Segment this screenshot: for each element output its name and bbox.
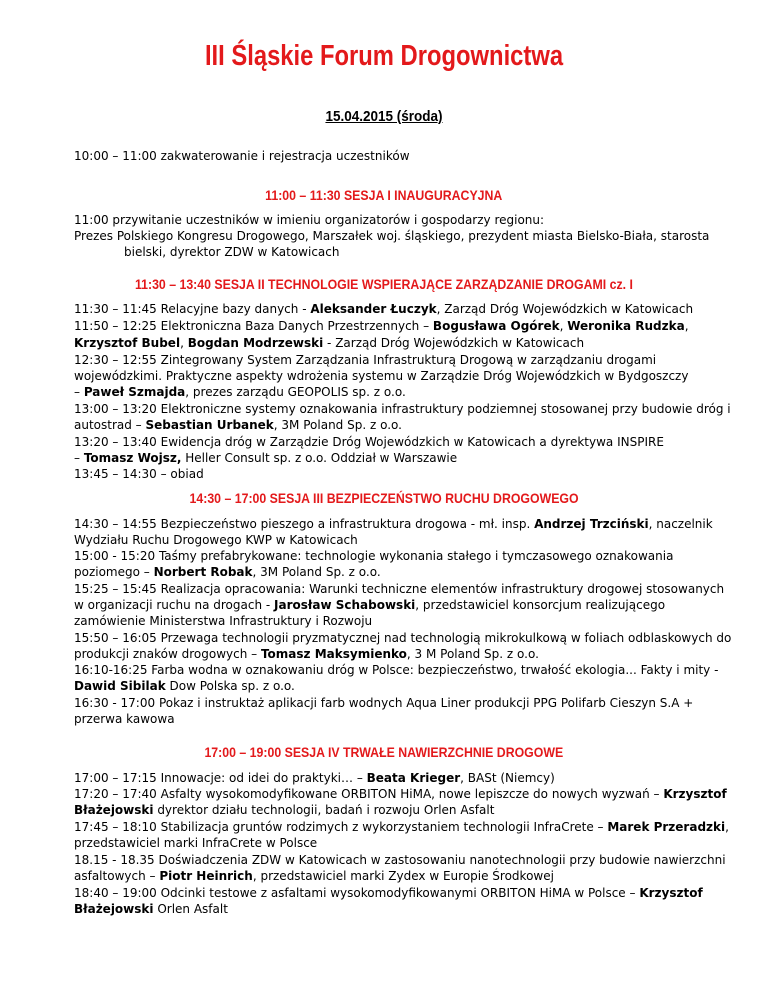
session-heading-text: 14:30 – 17:00 SESJA III BEZPIECZEŃSTWO RUCHU DROGOWEGO	[189, 490, 579, 506]
agenda-text: 15:00 - 15:20 Taśmy prefabrykowane: technologie wykonania stałego i tymczasowego oznakowania	[74, 549, 674, 563]
agenda-text: , 3 M Poland Sp. z o.o.	[406, 647, 539, 661]
agenda-line	[74, 466, 714, 482]
agenda-text: ,	[559, 319, 568, 333]
agenda-text: ,	[684, 319, 689, 333]
agenda-text: 13:20 – 13:40 Ewidencja dróg w Zarządzie Dróg Wojewódzkich w Katowicach a dyrektywa INSPIRE	[74, 435, 664, 449]
agenda-text: bielski, dyrektor ZDW w Katowicach	[124, 245, 340, 259]
speaker-name: Krzysztof Bubel	[74, 336, 181, 350]
agenda-text: 18:40 – 19:00 Odcinki testowe z asfaltami wysokomodyfikowanymi ORBITON HiMA w Polsce –	[74, 886, 640, 900]
agenda-text: poziomego –	[74, 565, 154, 579]
agenda-line	[74, 613, 714, 629]
agenda-line	[74, 678, 714, 694]
agenda-text: , przedstawiciel marki Zydex w Europie Środkowej	[252, 869, 554, 883]
agenda-text: autostrad –	[74, 418, 146, 432]
speaker-name: Bogdan Modrzewski	[187, 336, 324, 350]
speaker-name: Krzysztof	[639, 886, 703, 900]
agenda-text: przedstawiciel marki InfraCrete w Polsce	[74, 836, 318, 850]
agenda-text: 16:10-16:25 Farba wodna w oznakowaniu dróg w Polsce: bezpieczeństwo, trwałość ekologia... Fakty i mity -	[74, 663, 719, 677]
speaker-name: Sebastian Urbanek	[145, 418, 274, 432]
agenda-line	[74, 819, 729, 835]
agenda-line	[74, 368, 714, 384]
speaker-name: Beata Krieger	[366, 771, 461, 785]
agenda-line	[74, 770, 714, 786]
intro-line: 10:00 – 11:00 zakwaterowanie i rejestracja uczestników	[74, 149, 410, 163]
agenda-text: produkcji znaków drogowych –	[74, 647, 261, 661]
agenda-line	[74, 548, 714, 564]
agenda-text: , 3M Poland Sp. z o.o.	[273, 418, 402, 432]
speaker-name: Bogusława Ogórek	[432, 319, 560, 333]
speaker-name: Błażejowski	[74, 902, 154, 916]
agenda-text: 17:20 – 17:40 Asfalty wysokomodyfikowane ORBITON HiMA, nowe lepiszcze do nowych wyzwań –	[74, 787, 664, 801]
session-heading	[0, 276, 768, 292]
agenda-text: Orlen Asfalt	[153, 902, 228, 916]
agenda-text: , 3M Poland Sp. z o.o.	[252, 565, 381, 579]
agenda-line	[74, 434, 714, 450]
event-date: 15.04.2015 (środa)	[325, 108, 443, 125]
agenda-line	[74, 597, 714, 613]
agenda-text: 15:50 – 16:05 Przewaga technologii pryzmatycznej nad technologią mikrokulkową w foliach odblaskowych do	[74, 631, 732, 645]
agenda-text: 17:00 – 17:15 Innowacje: od idei do praktyki… –	[74, 771, 367, 785]
agenda-text: w organizacji ruchu na drogach -	[74, 598, 275, 612]
speaker-name: Krzysztof	[663, 787, 727, 801]
agenda-line	[74, 212, 714, 228]
agenda-line	[124, 244, 764, 260]
agenda-line	[74, 401, 731, 417]
agenda-line	[74, 352, 714, 368]
agenda-line	[74, 662, 719, 678]
agenda-text: 13:00 – 13:20 Elektroniczne systemy oznakowania infrastruktury podziemnej stosowanej przy budowie dróg i	[74, 402, 731, 416]
agenda-line	[74, 581, 725, 597]
agenda-text: asfaltowych –	[74, 869, 160, 883]
session-heading-text: 17:00 – 19:00 SESJA IV TRWAŁE NAWIERZCHNIE DROGOWE	[204, 744, 564, 760]
agenda-text: 11:50 – 12:25 Elektroniczna Baza Danych Przestrzennych –	[74, 319, 433, 333]
agenda-line	[74, 516, 714, 532]
agenda-text: ,	[725, 820, 729, 834]
agenda-text: 12:30 – 12:55 Zintegrowany System Zarządzania Infrastrukturą Drogową w zarządzaniu drogami	[74, 353, 657, 367]
agenda-text: , BASt (Niemcy)	[460, 771, 555, 785]
speaker-name: Tomasz Wojsz,	[83, 451, 182, 465]
agenda-text: , naczelnik	[648, 517, 713, 531]
agenda-text: 16:30 - 17:00 Pokaz i instruktaż aplikacji farb wodnych Aqua Liner produkcji PPG Polifarb Cieszyn S.A +	[74, 696, 694, 710]
agenda-text: Prezes Polskiego Kongresu Drogowego, Marszałek woj. śląskiego, prezydent miasta Bielsko-Biała, starosta	[74, 229, 710, 243]
agenda-text: , przedstawiciel konsorcjum realizującego	[415, 598, 666, 612]
agenda-line	[74, 711, 714, 727]
speaker-name: Dawid Sibilak	[74, 679, 166, 693]
agenda-line	[74, 532, 714, 548]
agenda-text: 17:45 – 18:10 Stabilizacja gruntów rodzimych z wykorzystaniem technologii InfraCrete –	[74, 820, 608, 834]
agenda-text: ,	[180, 336, 188, 350]
agenda-text: 15:25 – 15:45 Realizacja opracowania: Warunki techniczne elementów infrastruktury drogowej stosowanych	[74, 582, 725, 596]
agenda-line	[74, 868, 714, 884]
document-title: III Śląskie Forum Drogownictwa	[204, 40, 564, 72]
speaker-name: Błażejowski	[74, 803, 154, 817]
agenda-text: 14:30 – 14:55 Bezpieczeństwo pieszego a infrastruktura drogowa - mł. insp.	[74, 517, 535, 531]
agenda-line	[74, 450, 714, 466]
speaker-name: Norbert Robak	[153, 565, 253, 579]
agenda-line	[74, 695, 714, 711]
agenda-line	[74, 852, 726, 868]
agenda-line	[74, 228, 714, 244]
agenda-line	[74, 901, 714, 917]
agenda-line	[74, 564, 714, 580]
agenda-text: , prezes zarządu GEOPOLIS sp. z o.o.	[185, 385, 406, 399]
agenda-text: - Zarząd Dróg Wojewódzkich w Katowicach	[323, 336, 585, 350]
agenda-line	[74, 786, 727, 802]
agenda-text: 13:45 – 14:30 – obiad	[74, 467, 204, 481]
session-heading	[0, 744, 768, 760]
agenda-text: zamówienie Ministerstwa Infrastruktury i Rozwoju	[74, 614, 373, 628]
agenda-text: –	[74, 451, 84, 465]
agenda-text: Heller Consult sp. z o.o. Oddział w Warszawie	[181, 451, 458, 465]
agenda-line	[74, 384, 714, 400]
agenda-text: 18.15 - 18.35 Doświadczenia ZDW w Katowicach w zastosowaniu nanotechnologii przy budowie nawierzchni	[74, 853, 726, 867]
session-heading-text: 11:00 – 11:30 SESJA I INAUGURACYJNA	[265, 187, 503, 203]
speaker-name: Jarosław Schabowski	[274, 598, 416, 612]
speaker-name: Andrzej Trzciński	[534, 517, 649, 531]
agenda-text: wojewódzkimi. Praktyczne aspekty wdrożenia systemu w Zarządzie Dróg Wojewódzkich w Bydgoszczy	[74, 369, 689, 383]
agenda-line	[74, 835, 714, 851]
session-heading-text: 11:30 – 13:40 SESJA II TECHNOLOGIE WSPIERAJĄCE ZARZĄDZANIE DROGAMI cz. I	[135, 276, 633, 292]
agenda-line	[74, 301, 714, 317]
session-heading	[0, 490, 768, 506]
session-heading	[0, 187, 768, 203]
agenda-text: 11:30 – 11:45 Relacyjne bazy danych -	[74, 302, 311, 316]
speaker-name: Aleksander Łuczyk	[310, 302, 437, 316]
speaker-name: Paweł Szmajda	[83, 385, 186, 399]
speaker-name: Tomasz Maksymienko	[260, 647, 407, 661]
speaker-name: Marek Przeradzki	[607, 820, 726, 834]
agenda-line	[74, 417, 714, 433]
speaker-name: Weronika Rudzka	[567, 319, 685, 333]
agenda-line	[74, 802, 714, 818]
agenda-line	[74, 318, 714, 334]
agenda-line	[74, 335, 714, 351]
agenda-line	[74, 630, 732, 646]
agenda-line	[74, 646, 714, 662]
agenda-text: –	[74, 385, 84, 399]
agenda-text: dyrektor działu technologii, badań i rozwoju Orlen Asfalt	[153, 803, 495, 817]
agenda-text: , Zarząd Dróg Wojewódzkich w Katowicach	[436, 302, 694, 316]
agenda-line	[74, 885, 714, 901]
agenda-text: Wydziału Ruchu Drogowego KWP w Katowicach	[74, 533, 358, 547]
agenda-text: przerwa kawowa	[74, 712, 175, 726]
speaker-name: Piotr Heinrich	[159, 869, 253, 883]
agenda-text: 11:00 przywitanie uczestników w imieniu organizatorów i gospodarzy regionu:	[74, 213, 545, 227]
agenda-text: Dow Polska sp. z o.o.	[165, 679, 295, 693]
